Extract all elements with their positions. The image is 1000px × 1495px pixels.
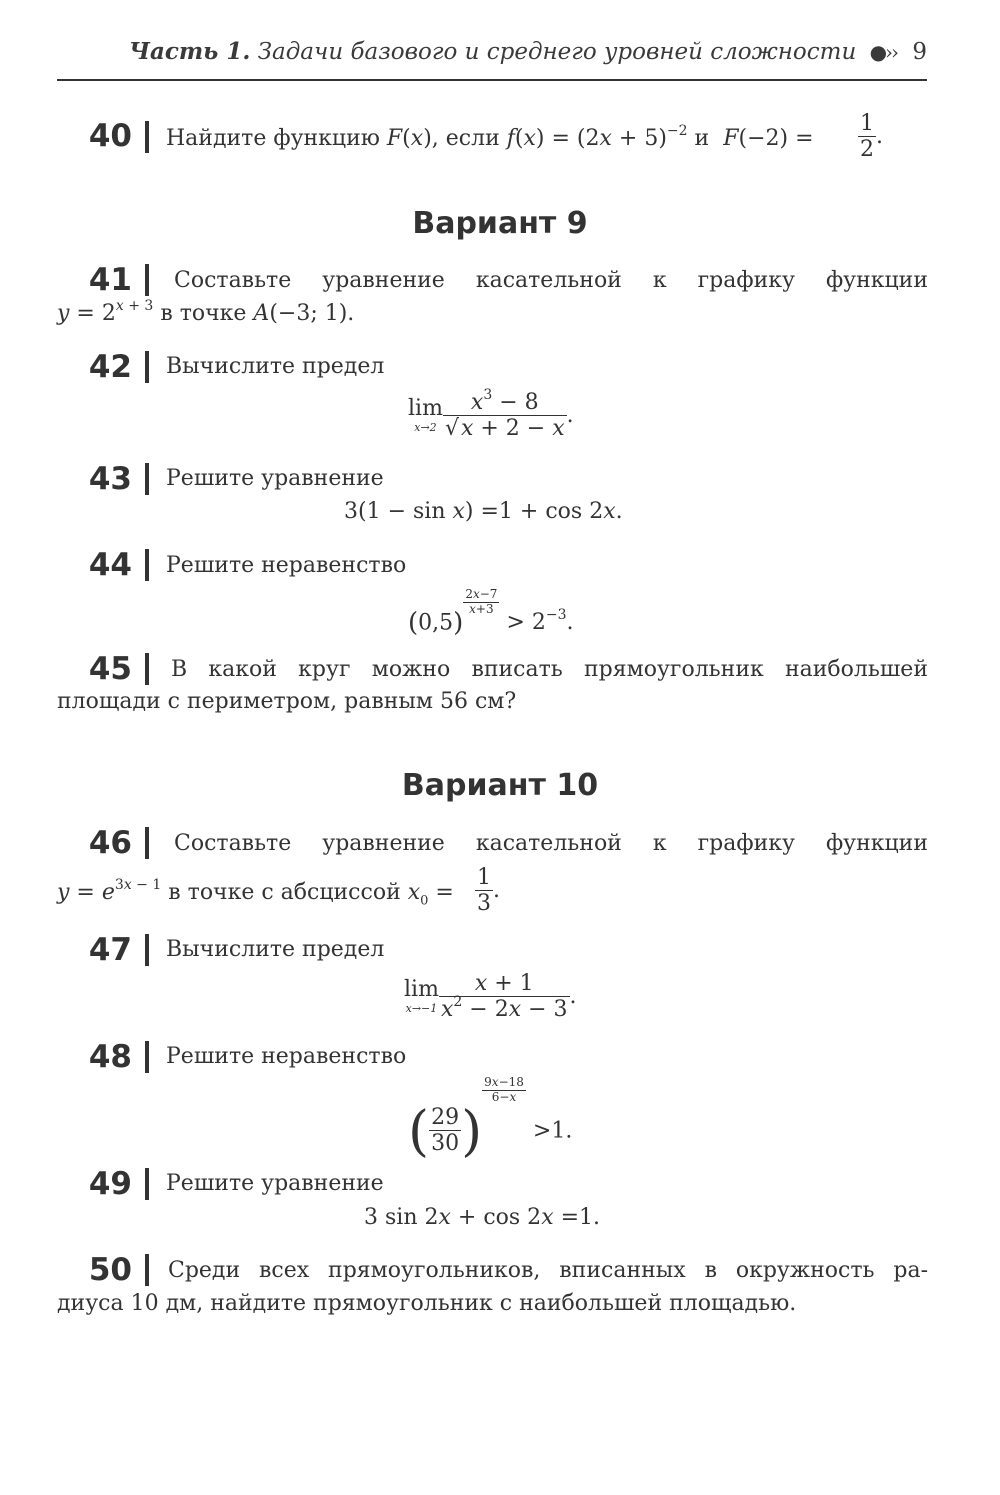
problem-43-text: Решите уравнение [166, 466, 384, 491]
problem-41-point: A(−3; 1). [253, 301, 355, 326]
header-part: Часть 1. [128, 38, 251, 65]
problem-41-tail: в точке [160, 301, 247, 326]
problem-46-line1: Составьте уравнение касательной к графику функции [174, 831, 928, 856]
problem-47-text: Вычислите предел [166, 937, 385, 962]
problem-bar-44 [145, 549, 149, 581]
running-header [0, 38, 927, 65]
problem-number-46: 46 [88, 825, 132, 861]
problem-48-text: Решите неравенство [166, 1044, 407, 1069]
problem-bar-50 [145, 1254, 149, 1286]
problem-number-44: 44 [88, 547, 132, 583]
problem-44-text: Решите неравенство [166, 553, 407, 578]
problem-bar-47 [145, 934, 149, 966]
problem-46-x0: $x_0$ = [407, 880, 454, 909]
problem-45-line2: площади с периметром, равным 56 см? [57, 689, 517, 714]
problem-41-function: $y = 2^{x + 3}$ [57, 298, 154, 326]
problem-46-line2 [57, 877, 454, 909]
problem-45-line1: В какой круг можно вписать прямоугольник наибольшей [171, 657, 928, 682]
header-title: Задачи базового и среднего уровней сложности [257, 39, 857, 65]
problem-46-tail: в точке с абсциссой [168, 880, 401, 905]
problem-bar-41 [145, 264, 149, 296]
variant-10-title: Вариант 10 [401, 768, 599, 803]
problem-number-41: 41 [88, 262, 132, 298]
problem-47-formula: lim x→−1 $\frac{x + 1}{x^2 - 2x - 3}$ . [404, 971, 577, 1023]
problem-49-text: Решите уравнение [166, 1171, 384, 1196]
problem-number-49: 49 [88, 1166, 132, 1202]
problem-number-43: 43 [88, 461, 132, 497]
problem-40-formula: F(x), если $f(x) = (2x + 5)^{-2}$ и F(−2) = [386, 123, 814, 151]
header-arrows-icon: ●›› [869, 40, 898, 64]
problem-49-formula: 3 sin 2x + cos 2x =1. [364, 1205, 601, 1230]
problem-46-fraction: $\frac{1}{3}$ . [477, 865, 500, 917]
problem-bar-42 [145, 351, 149, 383]
problem-number-48: 48 [88, 1039, 132, 1075]
problem-number-45: 45 [88, 651, 132, 687]
problem-bar-40 [145, 121, 149, 153]
problem-40-label: Найдите функцию [166, 126, 380, 151]
problem-41-line1: Составьте уравнение касательной к графику функции [174, 268, 928, 293]
problem-bar-43 [145, 463, 149, 495]
problem-bar-46 [145, 827, 149, 859]
problem-number-42: 42 [88, 349, 132, 385]
problem-50-line1: Среди всех прямоугольников, вписанных в окружность ра- [168, 1258, 928, 1283]
page-number: 9 [912, 39, 927, 65]
problem-48-formula: ( $\frac{29}{30}$ ) $\frac{9x-18}{6-x}$ >1. [408, 1075, 573, 1163]
problem-text-40 [166, 123, 814, 151]
header-divider [57, 79, 927, 81]
problem-42-text: Вычислите предел [166, 354, 385, 379]
problem-number-50: 50 [88, 1252, 132, 1288]
problem-bar-48 [145, 1041, 149, 1073]
problem-40-fraction: $\frac{1}{2}$ . [860, 111, 883, 163]
problem-number-40: 40 [88, 118, 132, 154]
problem-43-formula: 3(1 − sin x) =1 + cos 2x. [344, 499, 623, 524]
problem-number-47: 47 [88, 932, 132, 968]
problem-41-line2 [57, 298, 355, 326]
problem-46-function: $y = e^{3x - 1}$ [57, 877, 162, 905]
problem-bar-49 [145, 1168, 149, 1200]
problem-bar-45 [145, 653, 149, 685]
problem-42-formula: lim x→2 $\frac{x^3 - 8}{√x + 2 - x}$ . [408, 387, 574, 442]
variant-9-title: Вариант 9 [412, 206, 588, 241]
problem-44-formula: (0,5) $\frac{2x-7}{x+3}$ > $2^{-3}$. [408, 587, 574, 638]
problem-50-line2: диуса 10 дм, найдите прямоугольник с наибольшей площадью. [57, 1291, 797, 1316]
